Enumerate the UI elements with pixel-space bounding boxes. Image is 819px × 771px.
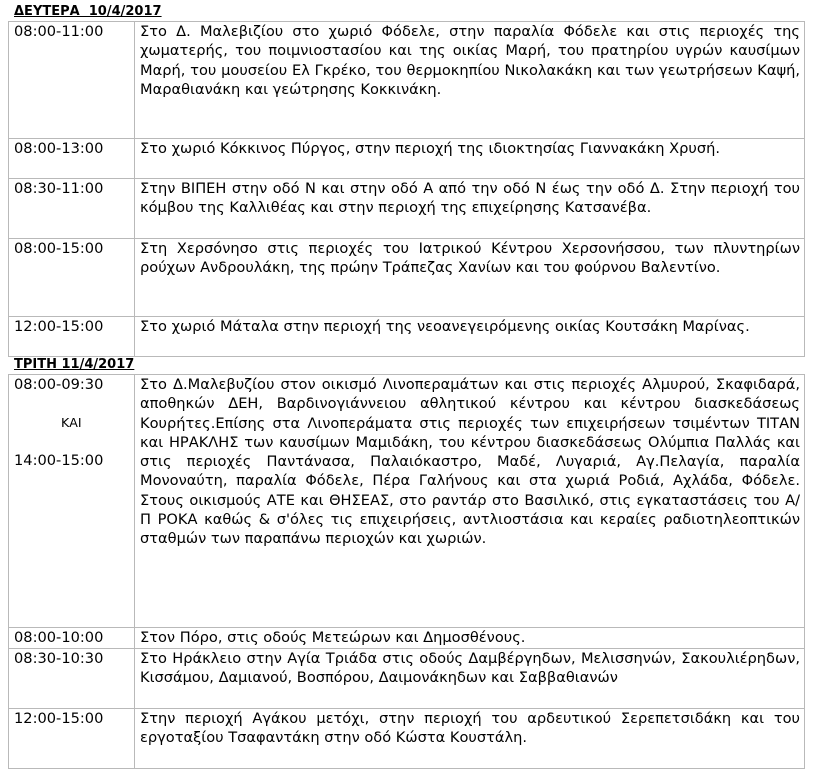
time-start: 08:00-09:30 xyxy=(14,376,104,393)
time-joiner: ΚΑΙ xyxy=(61,415,82,430)
description-cell: Στην περιοχή Αγάκου μετόχι, στην περιοχή του αρδευτικού Σερεπετσιδάκη και του εργοταξίου Τσαφαντάκη στην οδό Κώστα Κουστάλη. xyxy=(135,709,805,769)
schedule-table-monday xyxy=(8,21,805,357)
table-row xyxy=(9,239,805,317)
time-cell: 08:00-13:00 xyxy=(9,139,135,179)
table-row xyxy=(9,22,805,139)
description-cell: Στην ΒΙΠΕΗ στην οδό Ν και στην οδό Α από την οδό Ν έως την οδό Δ. Στην περιοχή του κόμβου της Καλλιθέας και στην περιοχή της επιχείρησης Κατσανέβα. xyxy=(135,179,805,239)
table-row xyxy=(9,139,805,179)
description-cell: Στο χωριό Κόκκινος Πύργος, στην περιοχή της ιδιοκτησίας Γιαννακάκη Χρυσή. xyxy=(135,139,805,179)
description-cell: Στο χωριό Μάταλα στην περιοχή της νεοανεγειρόμενης οικίας Κουτσάκη Μαρίνας. xyxy=(135,317,805,357)
day-heading-tuesday: ΤΡΙΤΗ 11/4/2017 xyxy=(14,357,135,372)
description-cell: Στη Χερσόνησο στις περιοχές του Ιατρικού Κέντρου Χερσονήσσου, των πλυντηρίων ρούχων Ανδρουλάκη, της πρώην Τράπεζας Χανίων και του φούρνου Βαλεντίνο. xyxy=(135,239,805,317)
table-row xyxy=(9,375,805,628)
table-row xyxy=(9,628,805,649)
schedule-table-tuesday xyxy=(8,374,805,769)
table-row xyxy=(9,317,805,357)
time-cell xyxy=(9,375,135,628)
table-row xyxy=(9,709,805,769)
time-cell: 12:00-15:00 xyxy=(9,709,135,769)
time-cell: 08:00-10:00 xyxy=(9,628,135,649)
day-heading-monday: ΔΕΥΤΕΡΑ 10/4/2017 xyxy=(14,4,162,19)
outage-schedule-document xyxy=(8,4,805,769)
time-cell: 08:00-11:00 xyxy=(9,22,135,139)
table-row xyxy=(9,649,805,709)
description-cell: Στο Δ.Μαλεβυζίου στον οικισμό Λινοπεραμάτων και στις περιοχές Αλμυρού, Σκαφιδαρά, αποθηκών ΔΕΗ, Βαρδινογιάννειου αθλητικού κέντρου και κέντρου διασκεδάσεως Κουρήτες.Επίσης στα Λινοπεράματα στις περιοχές των επιχειρήσεων τσιμέντων ΤΙΤΑΝ και ΗΡΑΚΛΗΣ των καυσίμων Μαμιδάκη, του κέντρου διασκεδάσεως Ολύμπια Παλλάς και στις περιοχές Παντάνασα, Παλαιόκαστρο, Μαδέ, Λυγαριά, Αγ.Πελαγία, παραλία Μονοναύτη, παραλία Φόδελε, Πέρα Γαλήνους και στα χωριά Ροδιά, Αχλάδα, Φόδελε. Στους οικισμούς ΑΤΕ και ΘΗΣΕΑΣ, στο ραντάρ στο Βασιλικό, στις εγκαταστάσεις του Α/Π ΡΟΚΑ καθώς & σ'όλες τις επιχειρήσεις, αντλιοστάσια και κεραίες ραδιοτηλεοπτικών σταθμών των παραπάνω περιοχών και χωριών. xyxy=(135,375,805,628)
time-second: 14:00-15:00 xyxy=(14,452,104,469)
time-cell: 08:30-11:00 xyxy=(9,179,135,239)
time-cell: 08:30-10:30 xyxy=(9,649,135,709)
description-cell: Στον Πόρο, στις οδούς Μετεώρων και Δημοσθένους. xyxy=(135,628,805,649)
description-cell: Στο Δ. Μαλεβιζίου στο χωριό Φόδελε, στην παραλία Φόδελε και στις περιοχές της χωματερής, του ποιμνιοστασίου και της οικίας Μαρή, του πρατηρίου υγρών καυσίμων Μαρή, του μουσείου Ελ Γκρέκο, του θερμοκηπίου Νικολακάκη και των γεωτρήσεων Καψή, Μαραθιανάκη και γεώτρησης Κοκκινάκη. xyxy=(135,22,805,139)
time-cell: 12:00-15:00 xyxy=(9,317,135,357)
description-cell: Στο Ηράκλειο στην Αγία Τριάδα στις οδούς Δαμβέργηδων, Μελισσηνών, Σακουλιέρηδων, Κισσάμου, Δαμιανού, Βοσπόρου, Δαιμονάκηδων και Σαββαθιανών xyxy=(135,649,805,709)
time-cell: 08:00-15:00 xyxy=(9,239,135,317)
table-row xyxy=(9,179,805,239)
